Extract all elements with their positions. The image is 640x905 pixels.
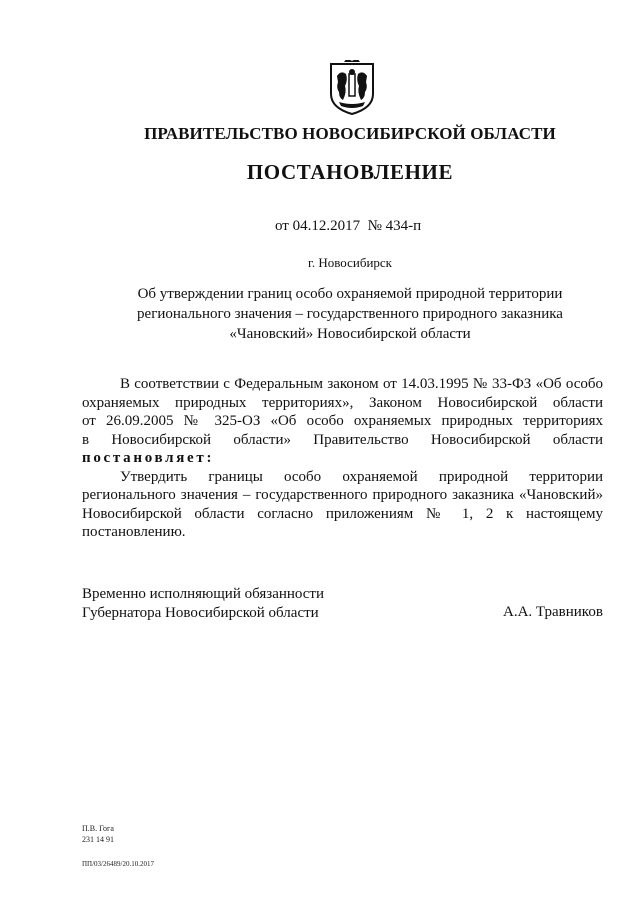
body-line: регионального значения – государственного природного заказника «Чановский» [82, 487, 603, 503]
signer-name: А.А. Травников [503, 604, 603, 620]
document-city: г. Новосибирск [307, 255, 392, 270]
executor-phone: 231 14 91 [82, 835, 114, 844]
body-line: в Новосибирской области» Правительство Новосибирской области [82, 431, 603, 448]
body-line: постановлению. [82, 524, 186, 540]
signer-position-line: Временно исполняющий обязанности [82, 586, 325, 602]
document-body [82, 375, 603, 542]
document-date-number: от 04.12.2017 № 434-п [275, 218, 422, 234]
subject-line: «Чановский» Новосибирской области [229, 326, 471, 342]
body-line: Новосибирской области согласно приложениям № 1, 2 к настоящему [82, 505, 603, 522]
subject-line: Об утверждении границ особо охраняемой природной территории [137, 286, 563, 302]
signer-position-line: Губернатора Новосибирской области [82, 604, 319, 621]
government-title: ПРАВИТЕЛЬСТВО НОВОСИБИРСКОЙ ОБЛАСТИ [144, 124, 556, 143]
coat-of-arms-icon [327, 60, 377, 116]
body-line: Утвердить границы особо охраняемой природной территории [120, 468, 603, 485]
subject-line: регионального значения – государственного природного заказника [137, 306, 563, 322]
executor-name: П.В. Гога [82, 824, 114, 833]
body-line: В соответствии с Федеральным законом от 14.03.1995 № 33-ФЗ «Об особо [120, 376, 603, 392]
executor-info [82, 823, 114, 845]
body-line: от 26.09.2005 № 325-ОЗ «Об особо охраняемых природных территориях [82, 413, 603, 429]
registration-number: ПП/03/26489/20.10.2017 [82, 860, 154, 868]
document-subject [100, 284, 600, 344]
body-line: охраняемых природных территориях», Законом Новосибирской области [82, 394, 603, 411]
document-type-title: ПОСТАНОВЛЕНИЕ [246, 160, 454, 184]
resolution-keyword: постановляет: [82, 450, 215, 466]
signer-position [82, 585, 324, 622]
